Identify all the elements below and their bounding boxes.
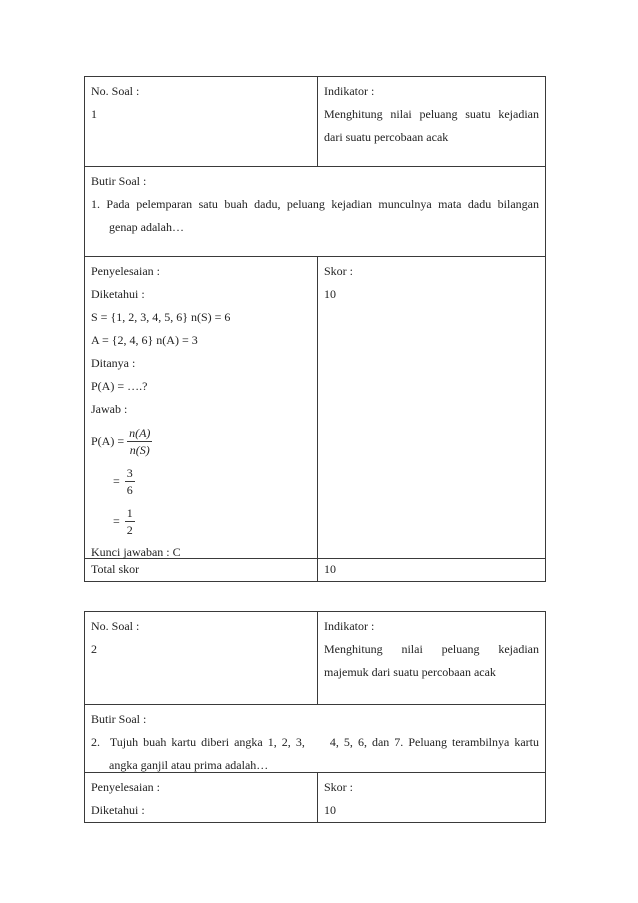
event-a-line: A = {2, 4, 6} n(A) = 3	[91, 333, 198, 347]
indikator-label: Indikator :	[324, 619, 375, 633]
ditanya-label: Ditanya :	[91, 356, 136, 370]
total-skor-label-cell	[85, 559, 318, 581]
kunci-jawaban: Kunci jawaban : C	[91, 545, 181, 559]
step-line-2	[91, 501, 311, 541]
penyelesaian-cell	[85, 773, 318, 822]
butir-soal-cell	[85, 705, 545, 772]
indikator-label: Indikator :	[324, 84, 375, 98]
formula-line	[91, 421, 311, 461]
no-soal-label: No. Soal :	[91, 84, 140, 98]
skor-cell	[318, 257, 545, 558]
fraction-denominator: 2	[126, 522, 133, 537]
butir-soal-text-line-2: angka ganjil atau prima adalah…	[109, 758, 269, 772]
diketahui-label: Diketahui :	[91, 803, 145, 817]
fraction-numerator: n(A)	[129, 425, 151, 440]
indikator-cell	[318, 77, 545, 166]
total-skor-value-cell	[318, 559, 545, 581]
butir-soal-cell	[85, 167, 545, 256]
indikator-cell	[318, 612, 545, 704]
indikator-text-line-2: majemuk dari suatu percobaan acak	[324, 665, 496, 679]
penyelesaian-row	[85, 256, 545, 558]
no-soal-cell	[85, 77, 318, 166]
equals-sign: =	[113, 513, 120, 528]
butir-soal-label: Butir Soal :	[91, 174, 147, 188]
penyelesaian-label: Penyelesaian :	[91, 780, 160, 794]
header-row	[85, 77, 545, 166]
no-soal-value: 1	[91, 107, 97, 121]
no-soal-value: 2	[91, 642, 97, 656]
skor-label: Skor :	[324, 780, 354, 794]
total-skor-row	[85, 558, 545, 581]
fraction-numerator: 1	[126, 505, 133, 520]
butir-soal-text-line-1: 2. Tujuh buah kartu diberi angka 1, 2, 3, 4, 5, 6, dan 7. Peluang terambilnya kartu	[91, 735, 539, 749]
fraction-3-over-6	[125, 465, 135, 498]
penyelesaian-label: Penyelesaian :	[91, 264, 160, 278]
skor-value: 10	[324, 803, 336, 817]
equals-sign: =	[113, 473, 120, 488]
butir-soal-text-line-1: 1. Pada pelemparan satu buah dadu, peluang kejadian munculnya mata dadu bilangan	[91, 197, 539, 211]
skor-value: 10	[324, 287, 336, 301]
no-soal-label: No. Soal :	[91, 619, 140, 633]
butir-soal-label: Butir Soal :	[91, 712, 147, 726]
jawab-label: Jawab :	[91, 402, 128, 416]
fraction-n-a-over-n-s	[127, 425, 152, 458]
total-skor-value: 10	[324, 562, 336, 576]
skor-cell	[318, 773, 545, 822]
question-table-1	[84, 76, 546, 582]
penyelesaian-cell	[85, 257, 318, 558]
butir-soal-text-line-2: genap adalah…	[109, 220, 184, 234]
diketahui-label: Diketahui :	[91, 287, 145, 301]
header-row	[85, 612, 545, 704]
question-line: P(A) = ….?	[91, 379, 148, 393]
penyelesaian-row	[85, 772, 545, 822]
indikator-text-line-1: Menghitung nilai peluang kejadian	[324, 642, 539, 656]
no-soal-cell	[85, 612, 318, 704]
skor-label: Skor :	[324, 264, 354, 278]
fraction-denominator: n(S)	[129, 442, 150, 457]
fraction-1-over-2	[125, 505, 135, 538]
fraction-numerator: 3	[126, 465, 133, 480]
fraction-denominator: 6	[126, 482, 133, 497]
butir-soal-row	[85, 704, 545, 772]
sample-space-line: S = {1, 2, 3, 4, 5, 6} n(S) = 6	[91, 310, 231, 324]
indikator-text-line-1: Menghitung nilai peluang suatu kejadian	[324, 107, 539, 121]
question-table-2	[84, 611, 546, 823]
formula-lhs: P(A) =	[91, 433, 125, 448]
indikator-text-line-2: dari suatu percobaan acak	[324, 130, 449, 144]
total-skor-label: Total skor	[91, 562, 140, 576]
butir-soal-row	[85, 166, 545, 256]
step-line-1	[91, 461, 311, 501]
